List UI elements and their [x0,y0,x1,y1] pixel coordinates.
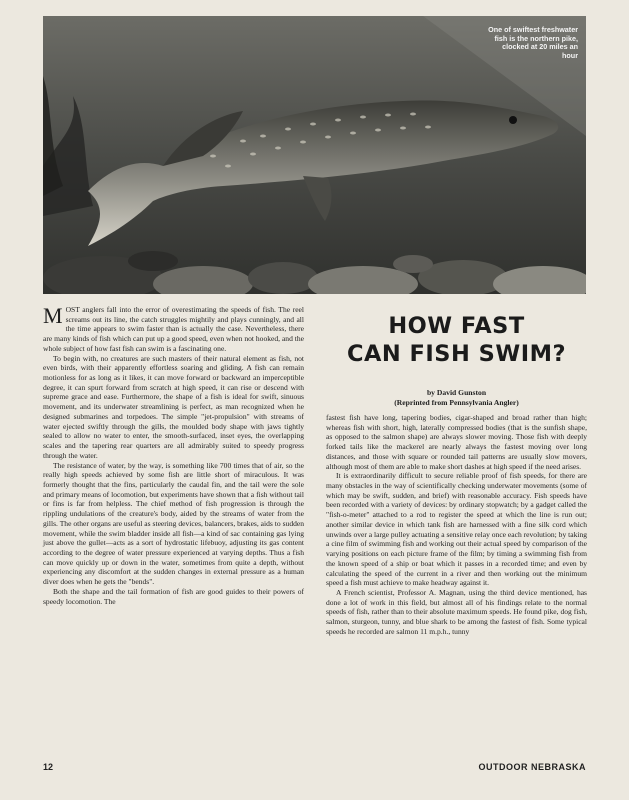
paragraph-intro: MOST anglers fall into the error of overestimating the speeds of fish. The reel screams out its line, the catch struggles mightily and plays cunningly, and all the time appears to swim faster than is actually the case. Nevertheless, there are many kinds of fish which can put up a good speed, even when not hooked, and the whole subject of how fast fish can swim is a fascinating one. [43,303,304,353]
drop-cap: M [43,303,63,328]
magazine-name: OUTDOOR NEBRASKA [478,762,586,772]
article-column-right [326,413,587,637]
source-credit: (Reprinted from Pennsylvania Angler) [394,397,519,407]
article-column-left [43,305,304,606]
paragraph: fastest fish have long, tapering bodies, cigar-shaped and broad rather than high; whereas fish with short, high, laterally compressed bodies (that is the sunfish shape, as opposed to the salmon shape) are always slower moving. Those fish with deeply forked tails like the mackerel are nearly always the fastest moving over long distances, and those with square or rounded tail patterns are usually slow movers, although most of them are able to make short dashes at high speed if the need arises. [326,413,587,471]
pike-photo [43,16,586,294]
title-line-2: CAN FISH SWIM? [346,341,567,367]
byline [326,388,587,407]
paragraph: A French scientist, Professor A. Magnan, using the third device mentioned, has done a lot of work in this field, but almost all of his findings relate to the normal speeds of fish, rather than to their absolute maximum speeds. He found pike, dog fish, salmon, sturgeon, tunny, and blue shark to be among the fastest of fish. Some typical speeds he recorded are salmon 11 m.p.h., tunny [326,587,587,636]
photo-caption: One of swiftest freshwater fish is the northern pike, clocked at 20 miles an hour [488,25,578,60]
paragraph: Both the shape and the tail formation of fish are good guides to their powers of speedy locomotion. The [43,586,304,606]
paragraph: To begin with, no creatures are such masters of their natural element as fish, not even birds, with their apparently effortless soaring and gliding. A fish can remain motionless for as long as it likes, it can move forward or backward an imperceptible degree, it can spurt forward from scratch at high speed, it can rise or descend with supreme grace and ease. Furthermore, the shape of a fish is ideal for swift, sinuous movement, and its underwater streamlining is perfect, as man recognized when he designed submarines and torpedoes. The simple "jet-propulsion" with streams of water ejected swiftly through the gills, the moulded body shape with jaws tightly sealed to allow no water to enter, the smooth-surfaced, inset eyes, the overlapping scales and the tapering rear quarters are all admirably suited to speedy progress through the water. [43,353,304,460]
author: by David Gunston [426,388,487,397]
paragraph: The resistance of water, by the way, is something like 700 times that of air, so the really high speeds achieved by some fish are little short of miraculous. It was formerly thought that the fins, particularly the caudal fin, and the tail were the sole and primary means of locomotion, but experiments have shown that a fish without tail or fins is far from helpless. The chief method of fish progression is through the rippling undulations of the creature's body, aided by the streams of water from the gills. The other organs are useful as steering devices, balancers, brakes, aids to sudden movement, while the swim bladder inside all fish—a kind of sac containing gas lying just above the gullet—acts as a sort of hydrostatic lifebuoy, adjusting its gas content according to the degree of water pressure experienced at varying depths. Thus a fish can move quickly up or down in the water, sometimes from quite a depth, without experiencing any discomfort at the sudden changes in external pressure as a human diver does when he gets the "bends". [43,460,304,587]
paragraph: It is extraordinarily difficult to secure reliable proof of fish speeds, for there are many obstacles in the way of scientifically checking underwater movements (some of which may be swift, sudden, and brief) with reasonable accuracy. Fish speeds have been recorded with a variety of devices: by ordinary stopwatch; by a gadget called the "fish-o-meter" attached to a rod to register the speed at which the line is run out; another similar device in which tank fish are harnessed with a fine silk cord which unwinds over a large pulley actuating a sensitive relay once each revolution; by taking a cine film of swimming fish and working out their actual speed by comparison of the varying positions on each picture frame of the film; by timing a swimming fish from the known speed of a ship or boat which it passes in a recorded time; and even by calculating the speed of the current in a river and then working out the minimum speed a fish must achieve to make headway against it. [326,471,587,588]
page-number: 12 [43,762,54,772]
title-line-1: HOW FAST [388,313,525,339]
article-title [326,312,587,368]
